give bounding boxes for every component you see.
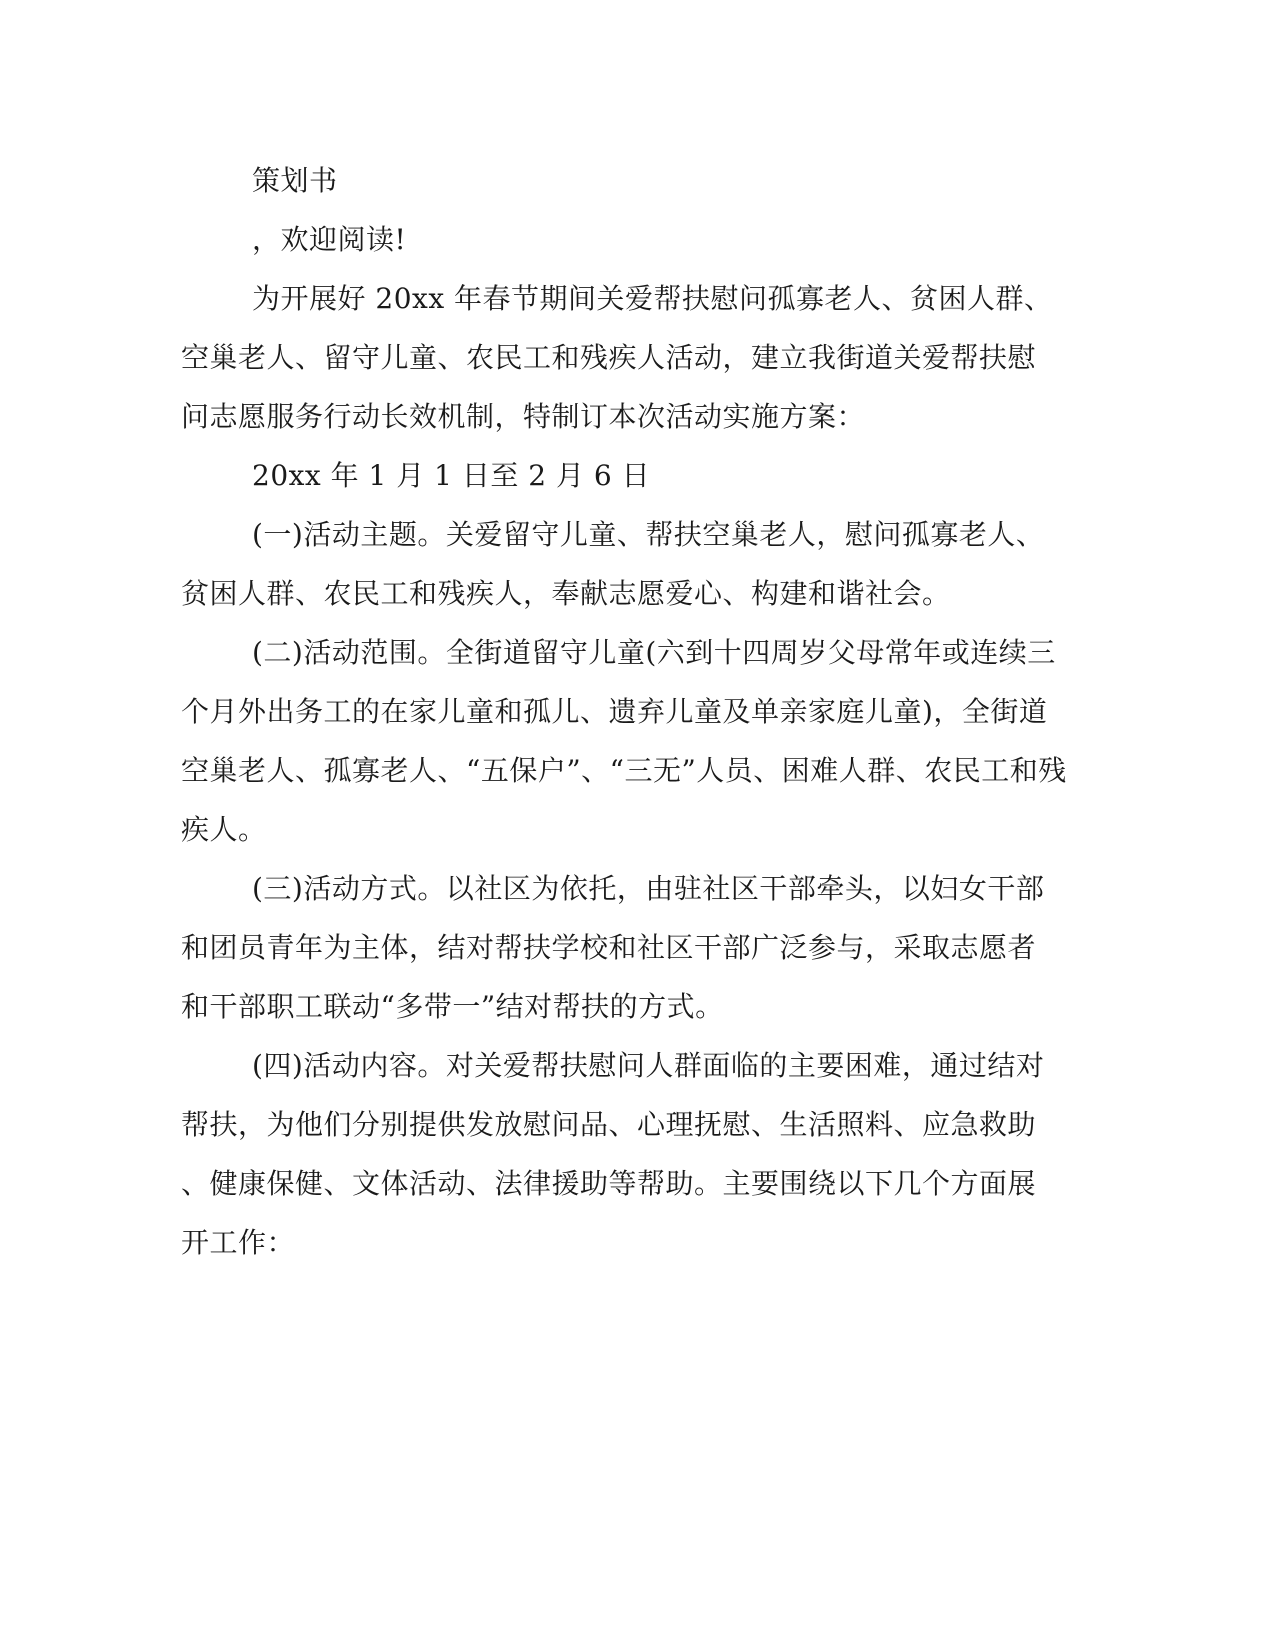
section-4-line-3: 、健康保健、文体活动、法律援助等帮助。主要围绕以下几个方面展 [181, 1167, 1037, 1200]
section-4-line-2: 帮扶，为他们分别提供发放慰问品、心理抚慰、生活照料、应急救助 [181, 1108, 1037, 1141]
intro-line-1: 为开展好 20xx 年春节期间关爱帮扶慰问孤寡老人、贫困人群、 [252, 282, 1053, 315]
section-1-line-1: (一)活动主题。关爱留守儿童、帮扶空巢老人，慰问孤寡老人、 [252, 518, 1045, 551]
section-3-line-2: 和团员青年为主体，结对帮扶学校和社区干部广泛参与，采取志愿者 [181, 931, 1037, 964]
section-4-line-4: 开工作： [181, 1226, 296, 1259]
document-title: 策划书 [252, 164, 338, 197]
section-2-line-3: 空巢老人、孤寡老人、“五保户”、“三无”人员、困难人群、农民工和残 [181, 754, 1067, 787]
intro-line-3: 问志愿服务行动长效机制，特制订本次活动实施方案： [181, 400, 866, 433]
section-2-line-4: 疾人。 [181, 813, 267, 846]
section-3-line-1: (三)活动方式。以社区为依托，由驻社区干部牵头，以妇女干部 [252, 872, 1045, 905]
intro-line-2: 空巢老人、留守儿童、农民工和残疾人活动，建立我街道关爱帮扶慰 [181, 341, 1037, 374]
section-3-line-3: 和干部职工联动“多带一”结对帮扶的方式。 [181, 990, 724, 1023]
section-1-line-2: 贫困人群、农民工和残疾人，奉献志愿爱心、构建和谐社会。 [181, 577, 951, 610]
section-4-line-1: (四)活动内容。对关爱帮扶慰问人群面临的主要困难，通过结对 [252, 1049, 1045, 1082]
date-line: 20xx 年 1 月 1 日至 2 月 6 日 [252, 459, 651, 492]
section-2-line-2: 个月外出务工的在家儿童和孤儿、遗弃儿童及单亲家庭儿童)，全街道 [181, 695, 1048, 728]
section-2-line-1: (二)活动范围。全街道留守儿童(六到十四周岁父母常年或连续三 [252, 636, 1056, 669]
welcome-line: ，欢迎阅读! [252, 223, 407, 256]
